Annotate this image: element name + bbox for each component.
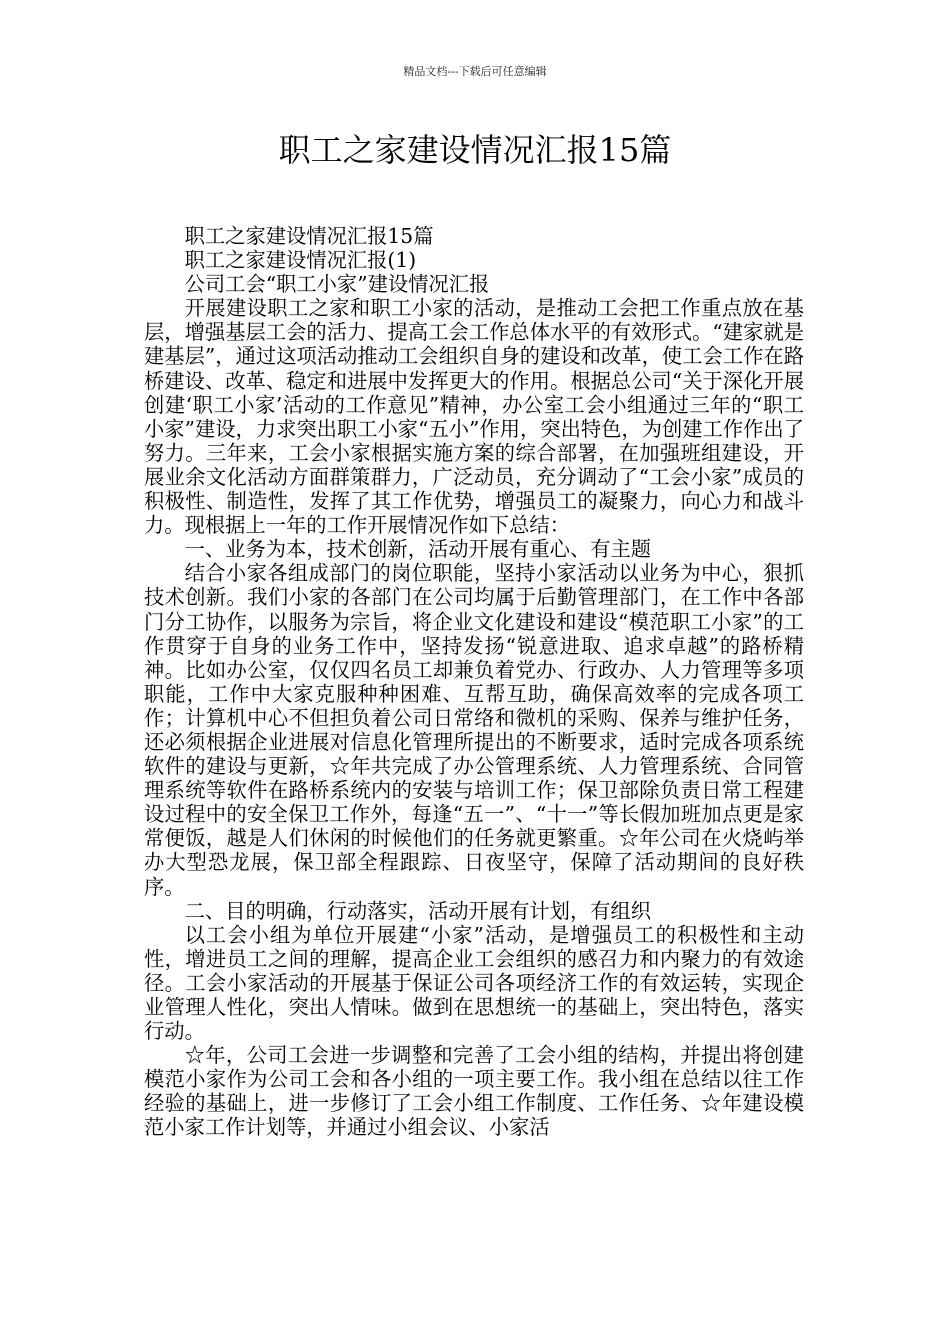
paragraph: 公司工会“职工小家”建设情况汇报	[184, 272, 490, 297]
paragraph: 职工之家建设情况汇报(1)	[184, 248, 417, 273]
paragraph: 职工之家建设情况汇报15篇	[184, 224, 434, 248]
paragraph: 以工会小组为单位开展建“小家”活动，是增强员工的积极性和主动性，增进员工之间的理解，提高企业工会组织的感召力和内聚力的有效途径。工会小家活动的开展基于保证公司各项经济工作的有效运转，实现企业管理人性化，突出人情味。做到在思想统一的基础上，突出特色，落实行动。	[144, 922, 804, 1044]
paragraph: ☆年，公司工会进一步调整和完善了工会小组的结构，并提出将创建模范小家作为公司工会和各小组的一项主要工作。我小组在总结以往工作经验的基础上，进一步修订了工会小组工作制度、工作任务、☆年建设模范小家工作计划等，并通过小组会议、小家活	[144, 1043, 804, 1140]
section-heading: 一、业务为本，技术创新，活动开展有重心、有主题	[184, 537, 652, 562]
section-heading: 二、目的明确，行动落实，活动开展有计划，有组织	[184, 898, 652, 923]
document-title: 职工之家建设情况汇报15篇	[278, 131, 672, 169]
document-body	[144, 224, 804, 1140]
paragraph: 结合小家各组成部门的岗位职能，坚持小家活动以业务为中心，狠抓技术创新。我们小家的各部门在公司均属于后勤管理部门，在工作中各部门分工协作，以服务为宗旨，将企业文化建设和建设“模范职工小家”的工作贯穿于自身的业务工作中，坚持发扬“锐意进取、追求卓越”的路桥精神。比如办公室，仅仅四名员工却兼负着党办、行政办、人力管理等多项职能，工作中大家克服种种困难、互帮互助，确保高效率的完成各项工作；计算机中心不但担负着公司日常络和微机的采购、保养与维护任务，还必须根据企业进展对信息化管理所提出的不断要求，适时完成各项系统软件的建设与更新，☆年共完成了办公管理系统、人力管理系统、合同管理系统等软件在路桥系统内的安装与培训工作；保卫部除负责日常工程建设过程中的安全保卫工作外，每逢“五一”、“十一”等长假加班加点更是家常便饭，越是人们休闲的时候他们的任务就更繁重。☆年公司在火烧屿举办大型恐龙展，保卫部全程跟踪、日夜坚守，保障了活动期间的良好秩序。	[144, 561, 804, 899]
paragraph: 开展建设职工之家和职工小家的活动，是推动工会把工作重点放在基层，增强基层工会的活力、提高工会工作总体水平的有效形式。“建家就是建基层”，通过这项活动推动工会组织自身的建设和改革，使工会工作在路桥建设、改革、稳定和进展中发挥更大的作用。根据总公司“关于深化开展创建‘职工小家’活动的工作意见”精神，办公室工会小组通过三年的“职工小家”建设，力求突出职工小家“五小”作用，突出特色，为创建工作作出了努力。三年来，工会小家根据实施方案的综合部署，在加强班组建设，开展业余文化活动方面群策群力，广泛动员，充分调动了“工会小家”成员的积极性、制造性，发挥了其工作优势，增强员工的凝聚力，向心力和战斗力。现根据上一年的工作开展情况作如下总结：	[144, 296, 804, 538]
header-note: 精品文档---下载后可任意编辑	[403, 65, 547, 78]
